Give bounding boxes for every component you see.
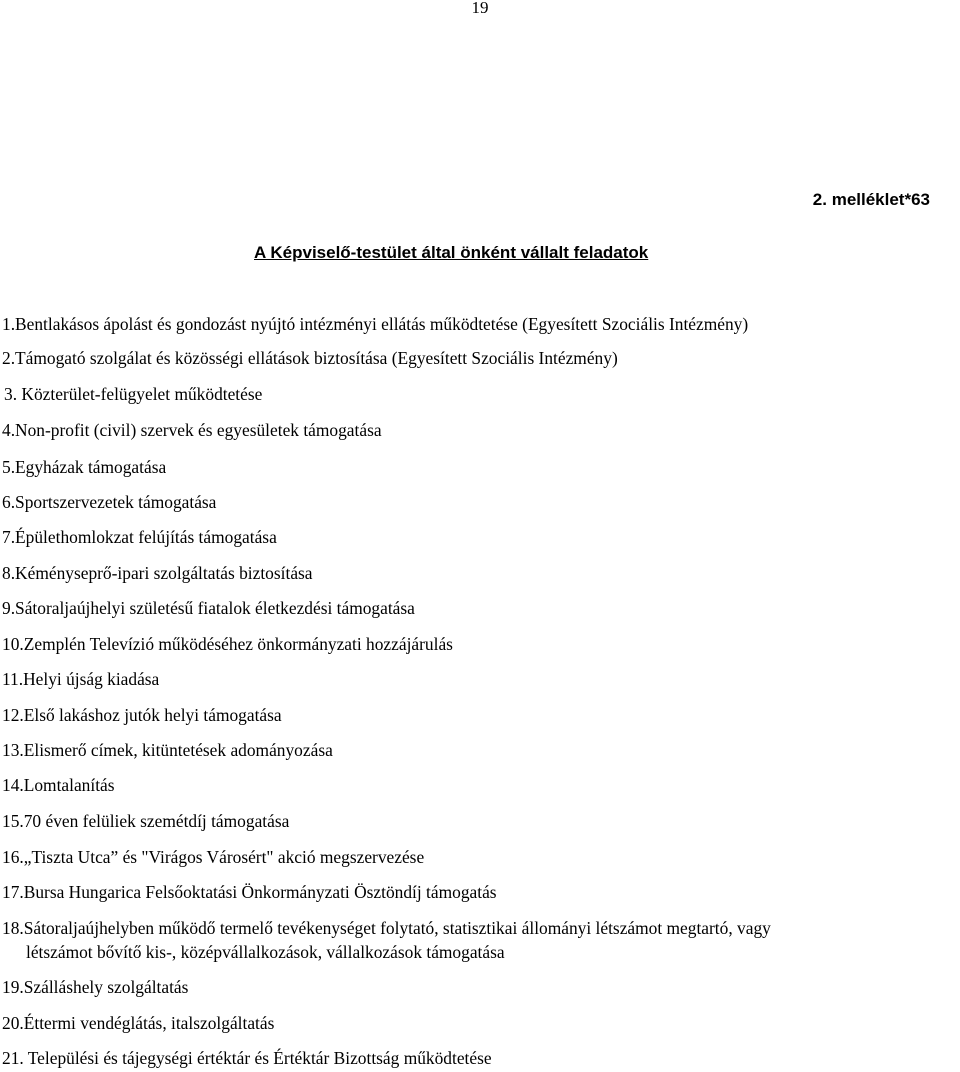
list-item: 1.Bentlakásos ápolást és gondozást nyújtó intézményi ellátás működtetése (Egyesített Szociális Intézmény) [2,314,749,334]
list-item: 4.Non-profit (civil) szervek és egyesületek támogatása [2,420,382,440]
list-item: 12.Első lakáshoz jutók helyi támogatása [2,705,282,725]
list-item-continuation: létszámot bővítő kis-, középvállalkozások, vállalkozások támogatása [26,942,505,962]
list-item: 8.Kéményseprő-ipari szolgáltatás biztosítása [2,563,313,583]
list-item: 21. Települési és tájegységi értéktár és Értéktár Bizottság működtetése [2,1048,492,1068]
document-title: A Képviselő-testület által önként vállalt feladatok [254,243,649,262]
list-item: 11.Helyi újság kiadása [2,669,160,689]
list-item: 13.Elismerő címek, kitüntetések adományozása [2,740,333,760]
list-item: 15.70 éven felüliek szemétdíj támogatása [2,811,290,831]
list-item: 14.Lomtalanítás [2,775,115,795]
list-item: 19.Szálláshely szolgáltatás [2,977,189,997]
page-number: 19 [471,0,489,17]
list-item: 18.Sátoraljaújhelyben működő termelő tevékenységet folytató, statisztikai állományi létszámot megtartó, vagy [2,918,771,938]
list-item: 9.Sátoraljaújhelyi születésű fiatalok életkezdési támogatása [2,598,415,618]
list-item: 5.Egyházak támogatása [2,457,167,477]
list-item: 2.Támogató szolgálat és közösségi ellátások biztosítása (Egyesített Szociális Intézmény) [2,348,618,368]
list-item: 10.Zemplén Televízió működéséhez önkormányzati hozzájárulás [2,634,453,654]
list-item: 7.Épülethomlokzat felújítás támogatása [2,527,277,547]
list-item: 6.Sportszervezetek támogatása [2,492,217,512]
list-item: 3. Közterület-felügyelet működtetése [4,384,263,404]
list-item: 17.Bursa Hungarica Felsőoktatási Önkormányzati Ösztöndíj támogatás [2,882,497,902]
list-item: 16.„Tiszta Utca” és "Virágos Városért" akció megszervezése [2,847,425,867]
list-item: 20.Éttermi vendéglátás, italszolgáltatás [2,1013,275,1033]
annex-label: 2. melléklet*63 [812,190,930,209]
